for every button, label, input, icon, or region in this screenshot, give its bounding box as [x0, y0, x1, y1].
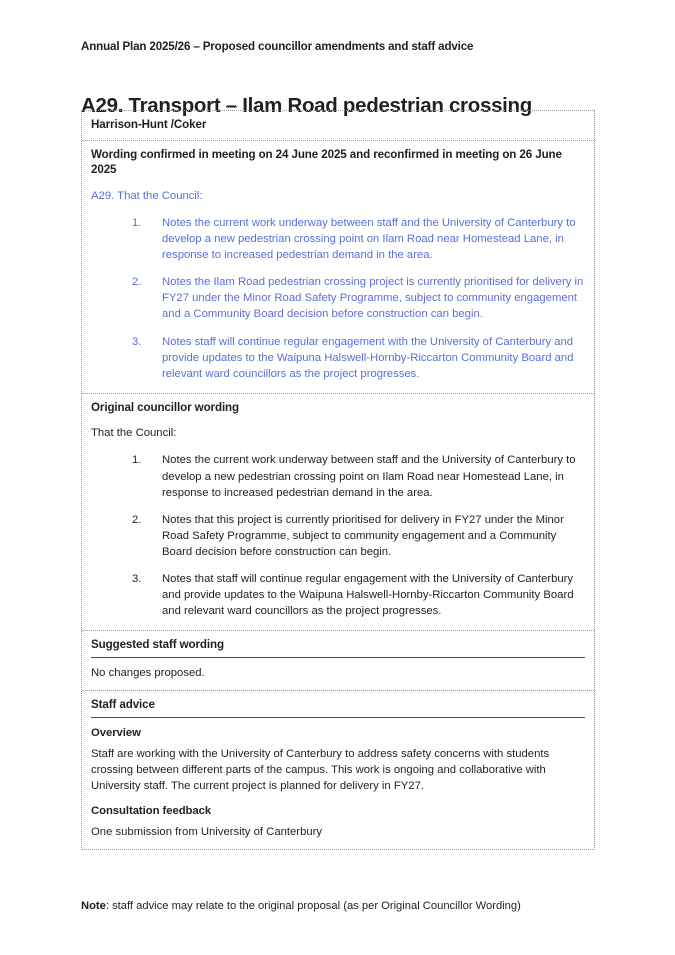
- confirmed-wording-section: [82, 141, 594, 394]
- list-item-text: Notes that staff will continue regular engagement with the University of Canterbury and provide updates to the Waipuna Halswell-Hornby-Riccarton Community Board and relevant ward councillors as the project progresses.: [162, 573, 574, 618]
- confirmed-wording-heading: Wording confirmed in meeting on 24 June 2025 and reconfirmed in meeting on 26 June 2025: [91, 147, 562, 177]
- list-item-text: Notes the current work underway between staff and the University of Canterbury to develop a new pedestrian crossing point on Ilam Road near Homestead Lane, in response to increased pedestrian demand in the area.: [162, 454, 576, 499]
- original-wording-heading: Original councillor wording: [91, 400, 240, 414]
- suggested-staff-wording-text: No changes proposed.: [91, 666, 205, 679]
- list-item-text: Notes the current work underway between staff and the University of Canterbury to develop a new pedestrian crossing point on Ilam Road near Homestead Lane, in response to increased pedestrian demand in the area.: [162, 216, 576, 262]
- list-item-number: 3.: [132, 335, 142, 348]
- overview-text: Staff are working with the University of Canterbury to address safety concerns with students crossing between different parts of the campus. This work is ongoing and collaborative with University staff. The current project is planned for delivery in FY27.: [91, 747, 550, 793]
- list-item-number: 2.: [132, 276, 142, 289]
- consultation-feedback-text: One submission from University of Canterbury: [91, 825, 323, 838]
- list-item-text: Notes that this project is currently prioritised for delivery in FY27 under the Minor Road Safety Programme, subject to community engagement and a Community Board decision before construction can begin.: [162, 513, 564, 558]
- list-item: [91, 512, 585, 560]
- councillors-row: [82, 111, 594, 141]
- staff-advice-section: [82, 691, 594, 849]
- original-list: [91, 452, 585, 619]
- list-item-number: 2.: [132, 513, 142, 526]
- list-item: [91, 452, 585, 500]
- original-wording-section: [82, 394, 594, 632]
- consultation-feedback-heading: Consultation feedback: [91, 804, 212, 817]
- list-item-text: Notes staff will continue regular engagement with the University of Canterbury and provide updates to the Waipuna Halswell-Hornby-Riccarton Community Board and relevant ward councillors as the project progresses.: [162, 335, 574, 380]
- list-item: [91, 334, 585, 382]
- list-item: [91, 274, 585, 322]
- confirmed-intro: A29. That the Council:: [91, 189, 203, 202]
- staff-advice-heading: Staff advice: [91, 697, 585, 718]
- list-item: [91, 571, 585, 619]
- footer-note-label: Note: [81, 900, 106, 912]
- suggested-staff-wording-section: [82, 631, 594, 691]
- amendment-table: [81, 110, 595, 850]
- list-item-number: 3.: [132, 573, 142, 586]
- councillors-names: Harrison-Hunt /Coker: [91, 118, 207, 131]
- original-intro: That the Council:: [91, 427, 177, 440]
- page-title: A29. Transport – Ilam Road pedestrian crossing: [81, 93, 533, 117]
- list-item-number: 1.: [132, 454, 142, 467]
- overview-heading: Overview: [91, 726, 141, 739]
- list-item-number: 1.: [132, 216, 142, 229]
- footer-note-text: : staff advice may relate to the original proposal (as per Original Councillor Wording): [105, 900, 521, 912]
- footer-note: [81, 900, 601, 912]
- document-header: Annual Plan 2025/26 – Proposed councillor amendments and staff advice: [81, 40, 474, 53]
- suggested-staff-wording-heading: Suggested staff wording: [91, 637, 585, 658]
- list-item: [91, 215, 585, 263]
- list-item-text: Notes the Ilam Road pedestrian crossing project is currently prioritised for delivery in FY27 under the Minor Road Safety Programme, subject to community engagement and a Community Board decision before construction can begin.: [162, 276, 584, 321]
- confirmed-list: [91, 215, 585, 382]
